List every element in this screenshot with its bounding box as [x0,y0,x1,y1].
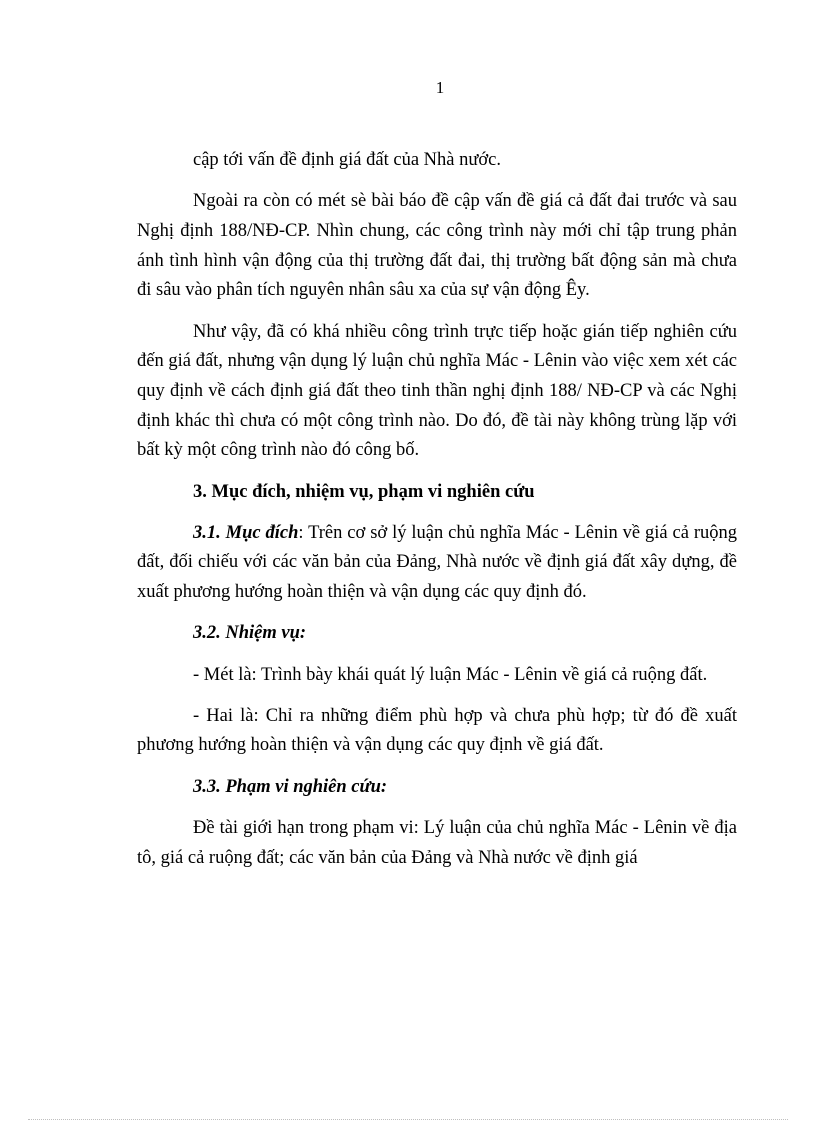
section-3-2-item-1: - Mét là: Trình bày khái quát lý luận Mác - Lênin về giá cả ruộng đất. [193,664,708,685]
document-body [137,146,737,873]
paragraph-summary: Như vậy, đã có khá nhiều công trình trực tiếp hoặc gián tiếp nghiên cứu đến giá đất, nhưng vận dụng lý luận chủ nghĩa Mác - Lênin vào việc xem xét các quy định về cách định giá đất theo tinh thần nghị định 188/ NĐ-CP và các Nghị định khác thì chưa có một công trình nào. Do đó, đề tài này không trùng lặp với bất kỳ một công trình nào đó công bố. [137,321,737,461]
section-3-heading: 3. Mục đích, nhiệm vụ, phạm vi nghiên cứu [193,481,535,502]
section-3-3-title: 3.3. Phạm vi nghiên cứu: [193,776,388,797]
paragraph-continued: cập tới vấn đề định giá đất của Nhà nước. [193,150,502,170]
section-3-1-text: : Trên cơ sở lý luận chủ nghĩa Mác - Lênin về giá cả ruộng đất, đối chiếu với các văn bản của Đảng, Nhà nước về định giá đất xây dựng, đề xuất phương hướng hoàn thiện và vận dụng các quy định đó. [137,522,738,603]
paragraph-other-articles: Ngoài ra còn có mét sè bài báo đề cập vấn đề giá cả đất đai trước và sau Nghị định 188/NĐ-CP. Nhìn chung, các công trình này mới chỉ tập trung phản ánh tình hình vận động của thị trường đất đai, thị trường bất động sản mà chưa đi sâu vào phân tích nguyên nhân sâu xa của sự vận động Êy. [137,191,737,301]
section-3-1-paragraph [137,519,737,608]
page-number: 1 [435,78,445,97]
page-bottom-divider [28,1119,788,1120]
section-3-3-text: Đề tài giới hạn trong phạm vi: Lý luận của chủ nghĩa Mác - Lênin về địa tô, giá cả ruộng đất; các văn bản của Đảng và Nhà nước về định giá [137,817,737,868]
section-3-2-item-2: - Hai là: Chỉ ra những điểm phù hợp và chưa phù hợp; từ đó đề xuất phương hướng hoàn thiện và vận dụng các quy định về giá đất. [137,705,737,756]
section-3-1-title: 3.1. Mục đích [193,522,299,543]
section-3-2-title: 3.2. Nhiệm vụ: [193,623,307,644]
